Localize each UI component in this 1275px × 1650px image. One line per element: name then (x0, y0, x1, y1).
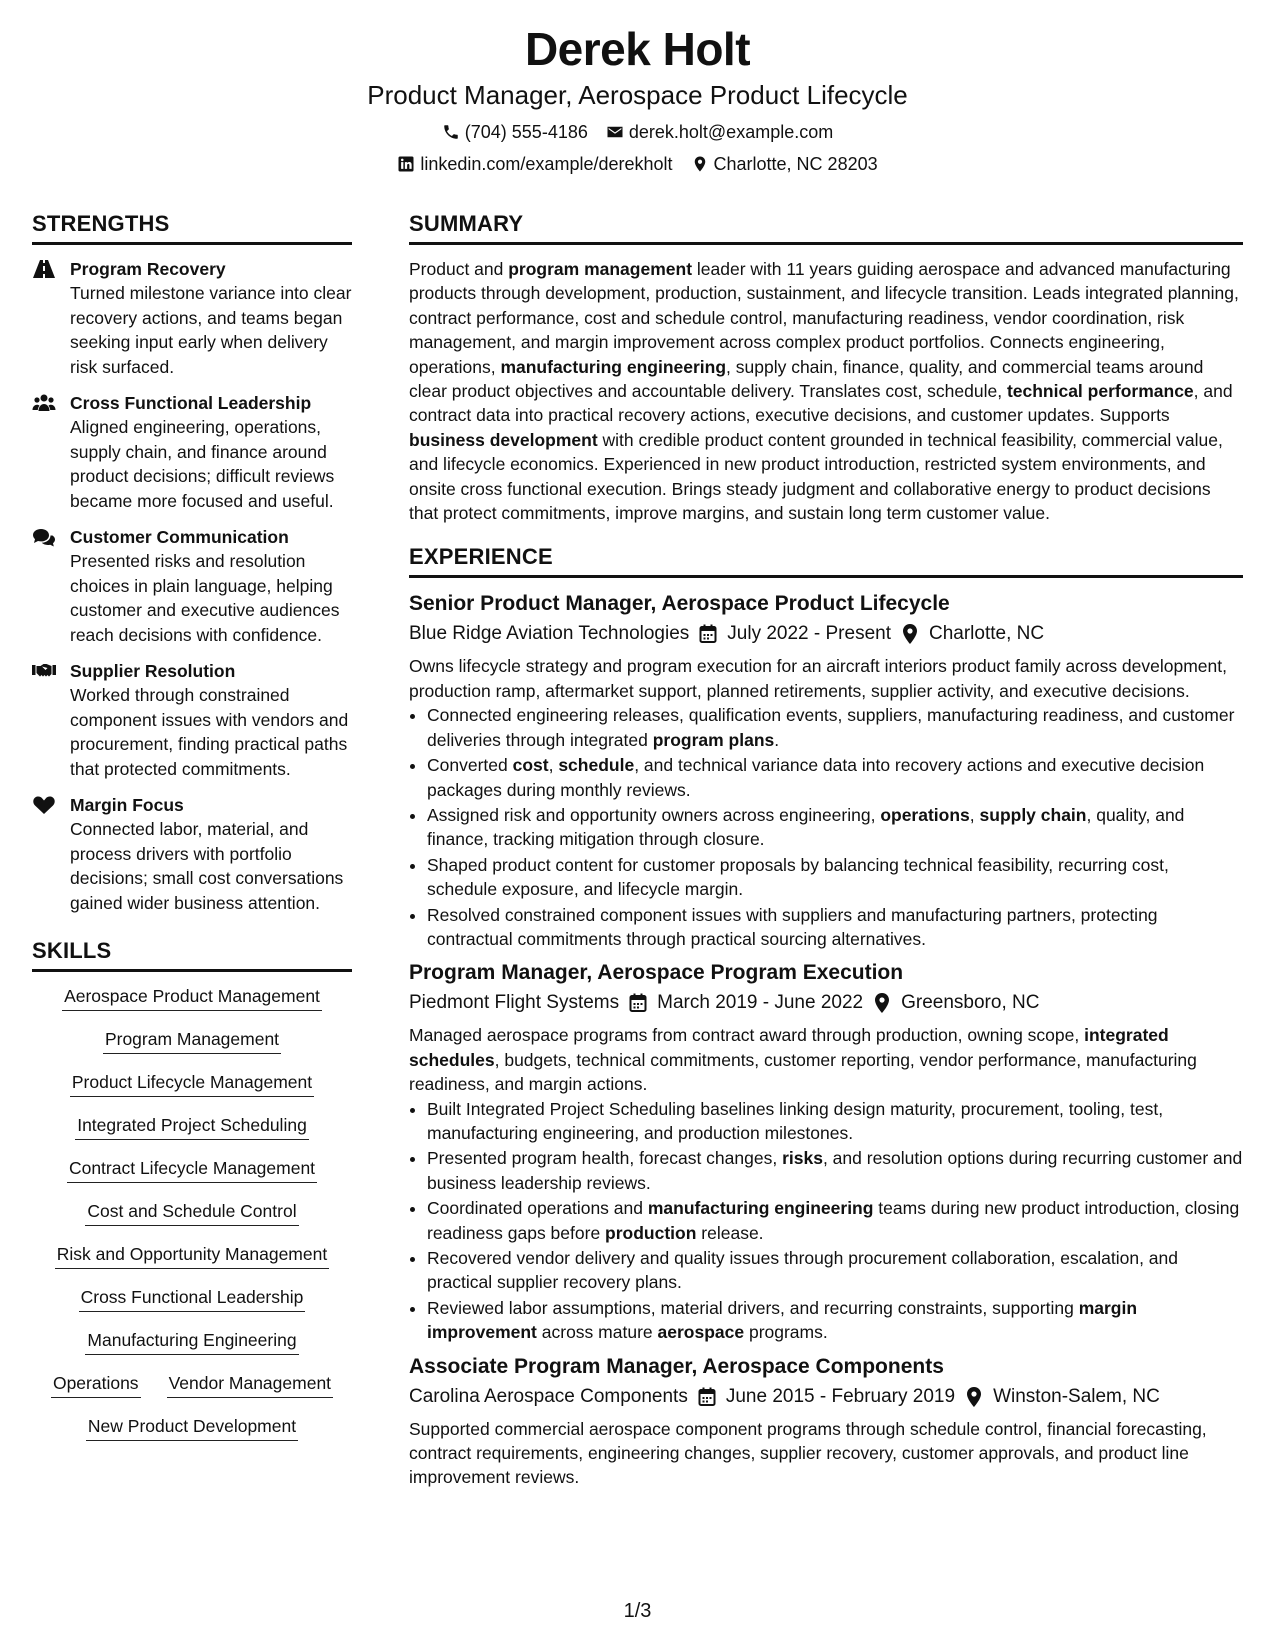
strength-item (32, 257, 352, 379)
text-run: Converted (427, 755, 513, 776)
job-bullets (409, 703, 1243, 951)
users-icon (32, 393, 56, 413)
skill-tag: Risk and Opportunity Management (55, 1242, 329, 1269)
text-run: Coordinated operations and (427, 1198, 648, 1219)
email-address: derek.holt@example.com (628, 122, 834, 142)
bullet-item (427, 1296, 1243, 1345)
bold-keyword: risks (782, 1148, 823, 1169)
strength-item (32, 793, 352, 915)
skills-list (32, 984, 352, 1441)
job-meta (409, 1383, 1243, 1411)
text-run: Resolved constrained component issues with suppliers and manufacturing partners, protecting contractual commitments through practical sourcing alternatives. (427, 904, 1158, 949)
bold-keyword: technical performance (1006, 381, 1194, 402)
bullet-item (427, 903, 1243, 952)
road-icon (32, 259, 56, 279)
text-run: Connected engineering releases, qualification events, suppliers, manufacturing readiness, and customer deliveries through integrated (427, 705, 1235, 750)
text-run: , quality, and finance, tracking mitigation through closure. (427, 804, 1185, 850)
bold-keyword: manufacturing engineering (500, 356, 727, 377)
summary-heading: SUMMARY (409, 210, 1243, 245)
job-location: Charlotte, NC (928, 623, 1045, 645)
text-run: , budgets, technical commitments, customer reporting, vendor performance, manufacturing readiness, and margin actions. (409, 1049, 1197, 1095)
bold-keyword: manufacturing engineering (647, 1198, 874, 1219)
text-run: , and resolution options during recurring customer and business leadership reviews. (427, 1148, 1243, 1193)
skill-tag: Contract Lifecycle Management (67, 1156, 317, 1183)
location-text: Charlotte, NC 28203 (713, 154, 878, 174)
job-bullets (409, 1097, 1243, 1345)
bold-keyword: program management (508, 259, 693, 279)
bold-keyword: operations (880, 804, 970, 825)
right-column (409, 210, 1243, 1498)
map-marker-icon (965, 1387, 983, 1407)
text-run: release. (696, 1222, 764, 1243)
location-contact (691, 152, 878, 176)
bold-keyword: aerospace (657, 1322, 745, 1343)
bold-keyword: production (605, 1222, 697, 1243)
job-title: Senior Product Manager, Aerospace Product Lifecycle (409, 592, 950, 616)
strength-title: Margin Focus (70, 795, 184, 815)
strength-title: Supplier Resolution (70, 661, 236, 681)
handshake-icon (32, 661, 56, 681)
text-run: Assigned risk and opportunity owners across engineering, (427, 804, 881, 825)
candidate-name: Derek Holt (524, 23, 751, 75)
company-name: Piedmont Flight Systems (409, 992, 620, 1014)
heart-icon (32, 795, 56, 815)
job-location: Greensboro, NC (901, 992, 1040, 1014)
strength-title: Customer Communication (70, 527, 289, 547)
page-number: 1/3 (623, 1600, 652, 1622)
job-dates: June 2015 - February 2019 (725, 1385, 956, 1407)
bold-keyword: supply chain (979, 804, 1087, 825)
text-run: Reviewed labor assumptions, material drivers, and recurring constraints, supporting (427, 1297, 1079, 1318)
bold-keyword: program plans (652, 729, 775, 750)
skills-heading: SKILLS (32, 937, 352, 972)
contact-row-2 (0, 152, 1275, 176)
calendar-icon (698, 1387, 716, 1407)
text-run: Built Integrated Project Scheduling baselines linking design maturity, procurement, tooling, test, manufacturing engineering, and production milestones. (427, 1098, 1164, 1143)
strength-title: Cross Functional Leadership (70, 393, 312, 413)
job-title: Program Manager, Aerospace Program Execution (409, 961, 904, 985)
job-entry (409, 590, 1243, 951)
linkedin-contact[interactable] (397, 152, 672, 176)
skill-tag: Vendor Management (167, 1371, 333, 1398)
skill-tag: Operations (51, 1371, 141, 1398)
strength-description: Presented risks and resolution choices in plain language, helping customer and executive audiences reach decisions with confidence. (70, 551, 340, 645)
text-run: Owns lifecycle strategy and program execution for an aircraft interiors product family across development, production ramp, aftermarket support, planned retirements, supplier activity, and executive decisions. (409, 656, 1227, 701)
bullet-item (427, 853, 1243, 902)
strengths-heading: STRENGTHS (32, 210, 352, 245)
job-description (409, 654, 1243, 703)
experience-heading: EXPERIENCE (409, 543, 1243, 578)
text-run: Product and (409, 259, 509, 279)
text-run: across mature (536, 1322, 658, 1343)
text-run: Recovered vendor delivery and quality issues through procurement collaboration, escalation, and practical supplier recovery plans. (427, 1248, 1178, 1293)
text-run: teams during new product introduction, closing readiness gaps before (427, 1198, 1240, 1243)
text-run: , (969, 804, 980, 825)
phone-number: (704) 555-4186 (464, 122, 588, 142)
text-run: programs. (744, 1322, 828, 1343)
bold-keyword: integrated schedules (409, 1025, 1169, 1070)
contact-row-1 (0, 120, 1275, 144)
left-column (32, 210, 352, 1457)
job-dates: July 2022 - Present (727, 623, 891, 645)
linkedin-url: linkedin.com/example/derekholt (420, 154, 673, 174)
resume-header (0, 22, 1275, 176)
company-name: Carolina Aerospace Components (409, 1385, 688, 1407)
text-run: , and contract data into practical recovery actions, executive decisions, and customer updates. Supports (409, 381, 1233, 426)
bold-keyword: cost (512, 755, 549, 776)
text-run: , (548, 755, 559, 776)
strength-description: Aligned engineering, operations, supply chain, and finance around product decisions; difficult reviews became more focused and useful. (70, 417, 335, 511)
skill-tag: Integrated Project Scheduling (75, 1113, 309, 1140)
map-marker-icon (873, 993, 891, 1013)
envelope-icon (606, 123, 624, 141)
map-marker-icon (691, 155, 709, 173)
bullet-item (427, 1097, 1243, 1146)
bullet-item (427, 753, 1243, 802)
strength-item (32, 659, 352, 781)
job-title: Associate Program Manager, Aerospace Components (409, 1354, 944, 1378)
text-run: with credible product content grounded in technical feasibility, commercial value, and lifecycle economics. Experienced in new product introduction, restricted system environments, and onsite cross functional execution. Brings steady judgment and collaborative energy to product decisions that protect commitments, improve margins, and sustain long term customer value. (409, 429, 1223, 524)
job-entry (409, 1353, 1243, 1490)
text-run: Presented program health, forecast changes, (427, 1148, 783, 1169)
job-dates: March 2019 - June 2022 (657, 992, 864, 1014)
calendar-icon (629, 993, 647, 1013)
strength-description: Worked through constrained component issues with vendors and procurement, finding practical paths that protected commitments. (70, 685, 349, 779)
candidate-title: Product Manager, Aerospace Product Lifecycle (367, 80, 908, 110)
map-marker-icon (901, 624, 919, 644)
bullet-item (427, 703, 1243, 752)
skill-tag: Product Lifecycle Management (70, 1070, 314, 1097)
bold-keyword: margin improvement (427, 1297, 1138, 1343)
skill-tag: New Product Development (86, 1414, 298, 1441)
text-run: Managed aerospace programs from contract award through production, owning scope, (409, 1025, 1085, 1046)
calendar-icon (699, 624, 717, 644)
strength-item (32, 391, 352, 513)
text-run: Shaped product content for customer proposals by balancing technical feasibility, recurring cost, schedule exposure, and lifecycle margin. (427, 854, 1169, 900)
bullet-item (427, 803, 1243, 852)
text-run: , supply chain, finance, quality, and commercial teams around clear product objectives and accountable delivery. Translates cost, schedule, (409, 356, 1204, 402)
job-meta (409, 989, 1243, 1017)
text-run: . (774, 729, 780, 750)
bold-keyword: schedule (558, 755, 635, 776)
phone-contact[interactable] (442, 120, 588, 144)
job-meta (409, 620, 1243, 648)
job-description (409, 1023, 1243, 1096)
job-entry (409, 959, 1243, 1344)
phone-icon (442, 123, 460, 141)
skill-tag: Aerospace Product Management (62, 984, 322, 1011)
bullet-item (427, 1196, 1243, 1245)
strength-description: Connected labor, material, and process drivers with portfolio decisions; small cost conversations gained wider business attention. (70, 819, 344, 913)
bold-keyword: business development (409, 429, 598, 450)
linkedin-icon (397, 155, 415, 173)
skill-tag: Manufacturing Engineering (85, 1328, 298, 1355)
skill-tag: Program Management (103, 1027, 281, 1054)
skill-tag: Cost and Schedule Control (85, 1199, 298, 1226)
strength-item (32, 525, 352, 647)
job-description (409, 1417, 1243, 1490)
job-location: Winston-Salem, NC (993, 1385, 1160, 1407)
skill-tag: Cross Functional Leadership (79, 1285, 306, 1312)
strength-description: Turned milestone variance into clear recovery actions, and teams began seeking input early when delivery risk surfaced. (70, 283, 352, 377)
comments-icon (32, 527, 56, 547)
company-name: Blue Ridge Aviation Technologies (409, 623, 690, 645)
email-contact[interactable] (606, 120, 833, 144)
text-run: leader with 11 years guiding aerospace and advanced manufacturing products through development, production, sustainment, and lifecycle transition. Leads integrated planning, contract performance, cost and schedule control, manufacturing readiness, vendor coordination, risk management, and margin improvement across complex product portfolios. Connects engineering, operations, (409, 259, 1239, 377)
text-run: Supported commercial aerospace component programs through schedule control, financial forecasting, contract requirements, engineering changes, supplier recovery, customer approvals, and product line improvement reviews. (409, 1418, 1207, 1488)
bullet-item (427, 1246, 1243, 1295)
summary-text (409, 257, 1243, 525)
strength-title: Program Recovery (70, 259, 226, 279)
bullet-item (427, 1146, 1243, 1195)
text-run: , and technical variance data into recovery actions and executive decision packages during monthly reviews. (427, 755, 1205, 800)
